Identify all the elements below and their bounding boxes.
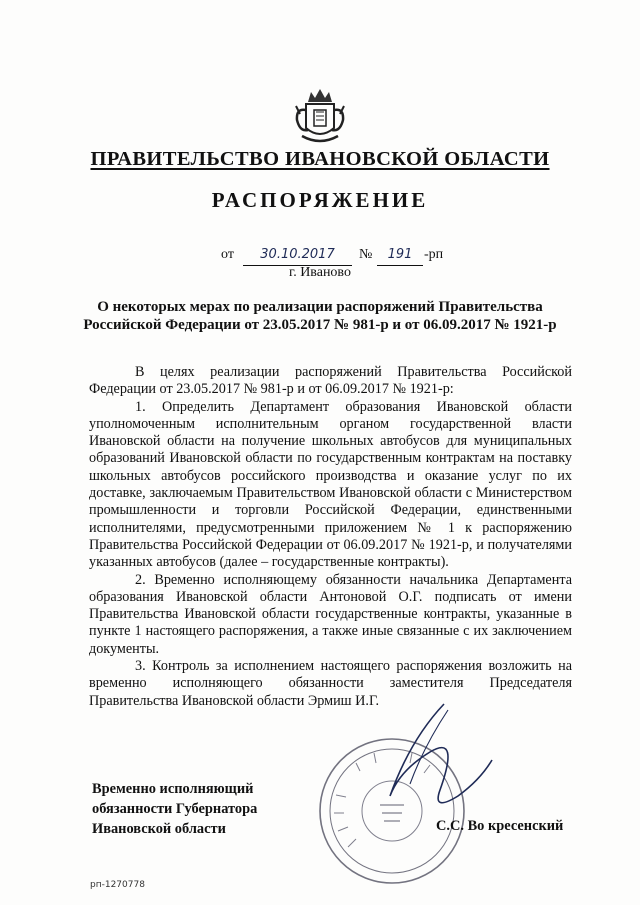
city: г. Иваново (289, 265, 351, 280)
document-subject (60, 298, 580, 334)
body-item-2: 2. Временно исполняющему обязанности начальника Департамента образования Ивановской области Антоновой О.Г. подписать от имени Правительства Ивановской области государственные контракты, указанные в пункте 1 настоящего распоряжения, а также иные связанные с их заключением документы. (89, 571, 572, 657)
document-type: РАСПОРЯЖЕНИЕ (211, 188, 429, 212)
signatory-name: С.С. Во кресенский (436, 818, 564, 834)
number-prefix: № (359, 247, 373, 262)
body-item-3: 3. Контроль за исполнением настоящего распоряжения возложить на временно исполняющего обязанности заместителя Председателя Правительства Ивановской области Эрмиш И.Г. (89, 658, 572, 709)
government-title: ПРАВИТЕЛЬСТВО ИВАНОВСКОЙ ОБЛАСТИ (90, 148, 550, 170)
number-suffix: -рп (424, 247, 444, 262)
document-body (89, 364, 572, 710)
registration-number: рп-1270778 (90, 880, 145, 890)
position-line: Временно исполняющий (92, 781, 254, 797)
coat-of-arms-emblem (292, 84, 348, 148)
subject-line: Российской Федерации от 23.05.2017 № 981-р и от 06.09.2017 № 1921-р (83, 317, 557, 333)
date-value: 30.10.2017 (243, 246, 352, 266)
handwritten-signature (370, 700, 500, 820)
position-line: обязанности Губернатора (92, 801, 258, 817)
number-value: 191 (377, 246, 423, 266)
body-intro: В целях реализации распоряжений Правительства Российской Федерации от 23.05.2017 № 981-р и от 06.09.2017 № 1921-р: (89, 364, 572, 398)
date-prefix: от (221, 247, 234, 262)
signatory-position (92, 779, 257, 839)
subject-line: О некоторых мерах по реализации распоряжений Правительства (97, 299, 543, 315)
position-line: Ивановской области (92, 821, 226, 837)
body-item-1: 1. Определить Департамент образования Ивановской области уполномоченным исполнительным органом государственной власти Ивановской области на получение школьных автобусов для муниципальных образований Ивановской области по государственным контрактам на поставку школьных автобусов российского производства и оказание услуг по их доставке, заключаемым Правительством Ивановской области с Министерством промышленности и торговли Российской Федерации, единственными исполнителями, предусмотренными приложением № 1 к распоряжению Правительства Российской Федерации от 06.09.2017 № 1921-р, и получателями указанных автобусов (далее – государственные контракты). (89, 398, 572, 571)
